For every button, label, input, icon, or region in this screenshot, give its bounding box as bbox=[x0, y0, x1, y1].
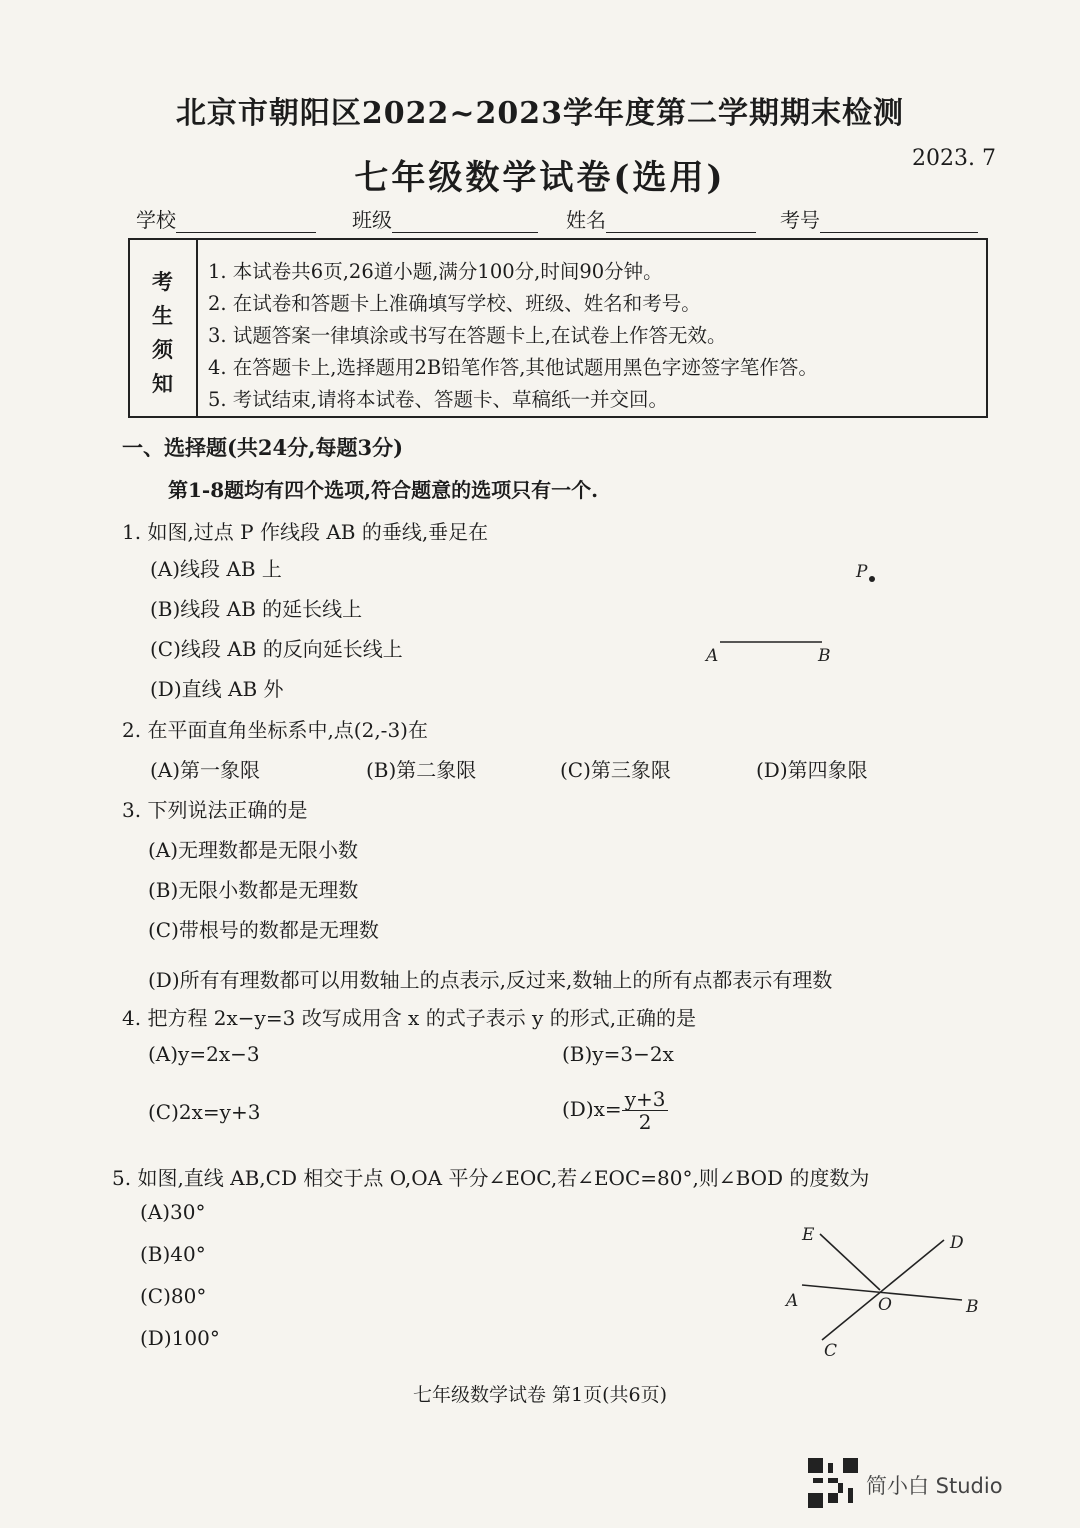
notice-item: 5. 考试结束,请将本试卷、答题卡、草稿纸一并交回。 bbox=[208, 388, 669, 411]
label-c: C bbox=[824, 1341, 838, 1361]
label-p: P bbox=[856, 562, 868, 582]
line-cd bbox=[822, 1240, 944, 1340]
school-field[interactable] bbox=[136, 204, 316, 233]
question-1-option-a[interactable]: (A)线段 AB 上 bbox=[150, 557, 282, 581]
question-1-option-d[interactable]: (D)直线 AB 外 bbox=[150, 677, 284, 701]
fraction-numerator: y+3 bbox=[622, 1088, 669, 1111]
question-1-figure bbox=[690, 555, 900, 670]
question-2-option-c[interactable]: (C)第三象限 bbox=[560, 758, 671, 782]
notice-box bbox=[128, 238, 988, 418]
question-5-stem: 5. 如图,直线 AB,CD 相交于点 O,OA 平分∠EOC,若∠EOC=80°,则∠BOD 的度数为 bbox=[112, 1166, 870, 1190]
question-2-option-b[interactable]: (B)第二象限 bbox=[366, 758, 477, 782]
point-p bbox=[869, 576, 875, 582]
notice-side-char: 生 bbox=[152, 303, 173, 328]
question-4-option-b[interactable]: (B)y=3−2x bbox=[562, 1042, 674, 1066]
question-2-option-a[interactable]: (A)第一象限 bbox=[150, 758, 261, 782]
question-4-option-d[interactable] bbox=[562, 1088, 668, 1133]
fraction bbox=[622, 1088, 669, 1133]
qr-code-icon bbox=[808, 1458, 858, 1508]
ray-oe bbox=[820, 1234, 880, 1290]
question-1-option-b[interactable]: (B)线段 AB 的延长线上 bbox=[150, 597, 363, 621]
notice-item: 2. 在试卷和答题卡上准确填写学校、班级、姓名和考号。 bbox=[208, 292, 701, 315]
class-label: 班级 bbox=[352, 208, 392, 232]
label-b: B bbox=[818, 646, 831, 666]
exam-no-blank[interactable] bbox=[820, 212, 978, 233]
question-3-stem: 3. 下列说法正确的是 bbox=[122, 798, 308, 822]
question-3-option-a[interactable]: (A)无理数都是无限小数 bbox=[148, 838, 359, 862]
question-5-figure bbox=[780, 1218, 990, 1364]
label-e: E bbox=[802, 1225, 815, 1245]
label-b: B bbox=[966, 1297, 979, 1317]
question-3-option-d[interactable]: (D)所有有理数都可以用数轴上的点表示,反过来,数轴上的所有点都表示有理数 bbox=[148, 968, 833, 992]
class-blank[interactable] bbox=[392, 212, 538, 233]
notice-side-char: 知 bbox=[152, 371, 173, 396]
label-a: A bbox=[786, 1291, 799, 1311]
question-5-option-b[interactable]: (B)40° bbox=[140, 1242, 206, 1266]
exam-subtitle: 七年级数学试卷(选用) bbox=[354, 158, 726, 198]
fraction-denominator: 2 bbox=[638, 1110, 652, 1134]
question-5-option-d[interactable]: (D)100° bbox=[140, 1326, 220, 1350]
class-field[interactable] bbox=[352, 204, 538, 233]
watermark: 简小白 Studio bbox=[866, 1474, 1003, 1498]
school-label: 学校 bbox=[136, 208, 176, 232]
exam-title: 北京市朝阳区2022~2023学年度第二学期期末检测 bbox=[175, 96, 905, 131]
question-1-stem: 1. 如图,过点 P 作线段 AB 的垂线,垂足在 bbox=[122, 520, 489, 544]
section-title: 一、选择题(共24分,每题3分) bbox=[122, 435, 404, 460]
question-4-option-a[interactable]: (A)y=2x−3 bbox=[148, 1042, 260, 1066]
school-blank[interactable] bbox=[176, 212, 316, 233]
section-note: 第1-8题均有四个选项,符合题意的选项只有一个. bbox=[168, 478, 599, 502]
question-4-stem: 4. 把方程 2x−y=3 改写成用含 x 的式子表示 y 的形式,正确的是 bbox=[122, 1006, 697, 1030]
question-2-stem: 2. 在平面直角坐标系中,点(2,-3)在 bbox=[122, 718, 428, 742]
name-label: 姓名 bbox=[566, 208, 606, 232]
name-blank[interactable] bbox=[606, 212, 756, 233]
notice-item: 4. 在答题卡上,选择题用2B铅笔作答,其他试题用黑色字迹签字笔作答。 bbox=[208, 356, 818, 379]
question-1-option-c[interactable]: (C)线段 AB 的反向延长线上 bbox=[150, 637, 403, 661]
notice-item: 3. 试题答案一律填涂或书写在答题卡上,在试卷上作答无效。 bbox=[208, 324, 727, 347]
exam-date: 2023. 7 bbox=[912, 146, 996, 171]
question-3-option-b[interactable]: (B)无限小数都是无理数 bbox=[148, 878, 359, 902]
question-5-option-a[interactable]: (A)30° bbox=[140, 1200, 206, 1224]
notice-side-char: 须 bbox=[152, 337, 173, 362]
question-4-option-c[interactable]: (C)2x=y+3 bbox=[148, 1100, 261, 1124]
label-o: O bbox=[878, 1295, 892, 1315]
question-5-option-c[interactable]: (C)80° bbox=[140, 1284, 207, 1308]
exam-no-label: 考号 bbox=[780, 208, 820, 232]
name-field[interactable] bbox=[566, 204, 756, 233]
exam-no-field[interactable] bbox=[780, 204, 978, 233]
question-2-option-d[interactable]: (D)第四象限 bbox=[756, 758, 868, 782]
label-d: D bbox=[950, 1233, 964, 1253]
label-a: A bbox=[706, 646, 719, 666]
question-4-option-d-prefix: (D)x= bbox=[562, 1097, 622, 1121]
notice-item: 1. 本试卷共6页,26道小题,满分100分,时间90分钟。 bbox=[208, 260, 663, 283]
question-3-option-c[interactable]: (C)带根号的数都是无理数 bbox=[148, 918, 379, 942]
page-footer: 七年级数学试卷 第1页(共6页) bbox=[412, 1384, 668, 1406]
notice-side-label bbox=[130, 240, 198, 416]
notice-side-char: 考 bbox=[152, 269, 173, 294]
